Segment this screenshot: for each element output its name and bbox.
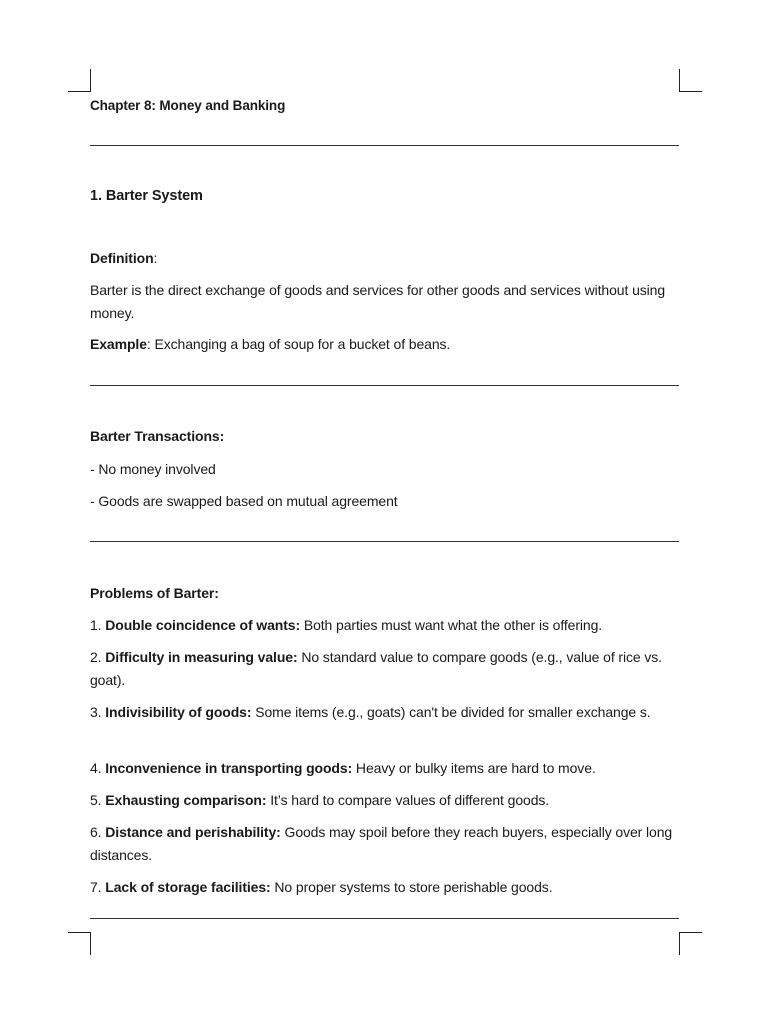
problem-description: Some items (e.g., goats) can't be divided for smaller exchange s. bbox=[251, 704, 651, 720]
problem-term: Double coincidence of wants: bbox=[105, 617, 301, 633]
problem-number: 6. bbox=[90, 824, 106, 840]
problem-item bbox=[90, 614, 680, 637]
crop-mark-bottom-right bbox=[679, 932, 702, 955]
barter-transactions-heading: Barter Transactions: bbox=[90, 428, 225, 444]
section-heading: 1. Barter System bbox=[90, 188, 203, 204]
problem-item bbox=[90, 789, 680, 812]
problem-term: Difficulty in measuring value: bbox=[105, 649, 298, 665]
definition-label-text: Definition bbox=[90, 250, 154, 266]
problem-term: Inconvenience in transporting goods: bbox=[105, 760, 353, 776]
problem-number: 1. bbox=[90, 617, 106, 633]
problem-number: 2. bbox=[90, 649, 106, 665]
divider bbox=[90, 541, 679, 542]
problem-term: Exhausting comparison: bbox=[105, 792, 267, 808]
problem-item bbox=[90, 821, 680, 867]
divider bbox=[90, 145, 679, 146]
problem-number: 7. bbox=[90, 879, 106, 895]
problem-number: 3. bbox=[90, 704, 106, 720]
problem-description: Heavy or bulky items are hard to move. bbox=[352, 760, 596, 776]
problems-heading: Problems of Barter: bbox=[90, 585, 219, 601]
problem-number: 5. bbox=[90, 792, 106, 808]
problem-item bbox=[90, 757, 680, 780]
page-title: Chapter 8: Money and Banking bbox=[90, 98, 286, 113]
definition-text: Barter is the direct exchange of goods and services for other goods and services without using money. bbox=[90, 282, 666, 321]
crop-mark-bottom-left bbox=[68, 932, 91, 955]
problem-description: Both parties must want what the other is offering. bbox=[300, 617, 603, 633]
divider bbox=[90, 918, 679, 919]
example-line bbox=[90, 333, 680, 356]
problem-term: Indivisibility of goods: bbox=[105, 704, 252, 720]
problem-description: No standard value to compare goods (e.g., value of rice vs. goat). bbox=[90, 649, 662, 688]
divider bbox=[90, 385, 679, 386]
problem-item bbox=[90, 876, 680, 899]
problem-term: Distance and perishability: bbox=[105, 824, 281, 840]
example-label: Example bbox=[90, 336, 147, 352]
crop-mark-top-right bbox=[679, 69, 702, 92]
definition-colon: : bbox=[153, 250, 158, 266]
problem-description: No proper systems to store perishable goods. bbox=[270, 879, 553, 895]
problem-term: Lack of storage facilities: bbox=[105, 879, 271, 895]
problem-item bbox=[90, 701, 680, 724]
list-item: - Goods are swapped based on mutual agreement bbox=[90, 493, 398, 509]
list-item: - No money involved bbox=[90, 461, 216, 477]
problem-description: It’s hard to compare values of different goods. bbox=[266, 792, 550, 808]
definition-label bbox=[90, 247, 680, 270]
problem-item bbox=[90, 646, 680, 692]
example-text: : Exchanging a bag of soup for a bucket of beans. bbox=[146, 336, 451, 352]
problem-description: Goods may spoil before they reach buyers, especially over long distances. bbox=[90, 824, 673, 863]
crop-mark-top-left bbox=[68, 69, 91, 92]
problem-number: 4. bbox=[90, 760, 106, 776]
